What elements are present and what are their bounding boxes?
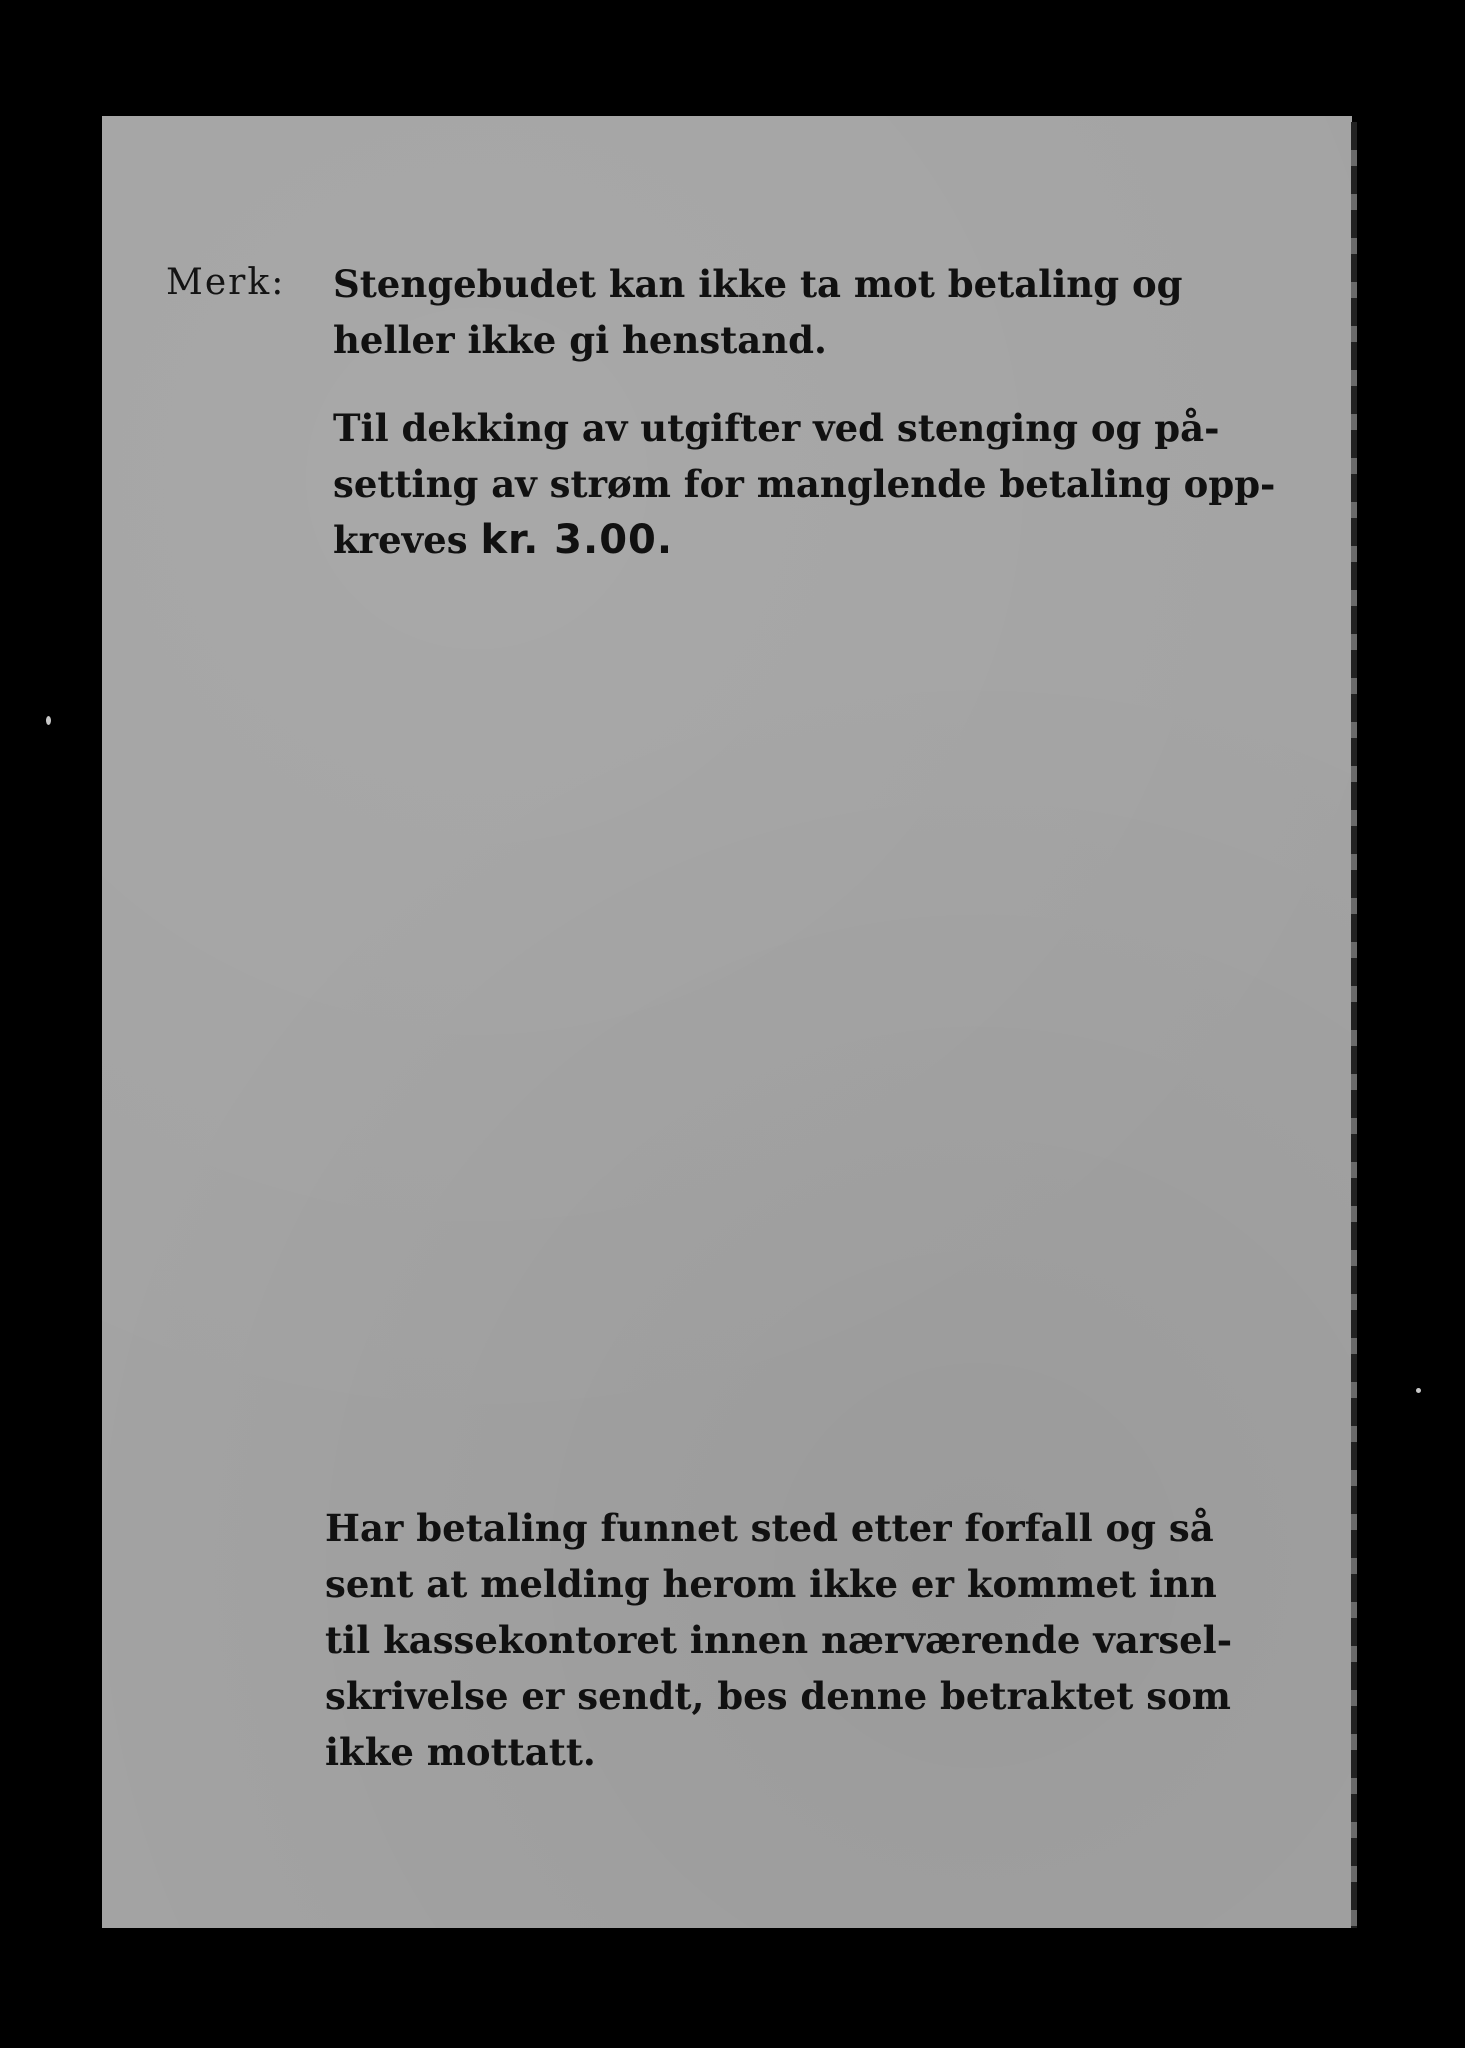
text-line: Stengebudet kan ikke ta mot betaling og (333, 262, 1183, 306)
fee-amount: kr. 3.00. (480, 517, 674, 563)
scan-speck (46, 716, 51, 725)
notice-paragraph-late-payment (325, 1500, 1233, 1780)
text-line: til kassekontoret innen nærværende varsel- (325, 1618, 1233, 1662)
note-label: Merk: (166, 262, 286, 303)
fee-prefix: kreves (333, 518, 468, 562)
notice-paragraph-payment (333, 256, 1183, 368)
text-line: Til dekking av utgifter ved stenging og på- (333, 406, 1220, 450)
text-line: setting av strøm for manglende betaling opp- (333, 462, 1276, 506)
text-line: sent at melding herom ikke er kommet inn (325, 1562, 1217, 1606)
notice-paragraph-fee (333, 400, 1276, 568)
perforated-edge (1351, 122, 1357, 1928)
text-line: heller ikke gi henstand. (333, 318, 827, 362)
text-line: ikke mottatt. (325, 1730, 596, 1774)
text-line: Har betaling funnet sted etter forfall og så (325, 1506, 1214, 1550)
text-line-fee (333, 512, 1183, 568)
scan-speck (1416, 1388, 1421, 1393)
text-line: skrivelse er sendt, bes denne betraktet som (325, 1674, 1231, 1718)
